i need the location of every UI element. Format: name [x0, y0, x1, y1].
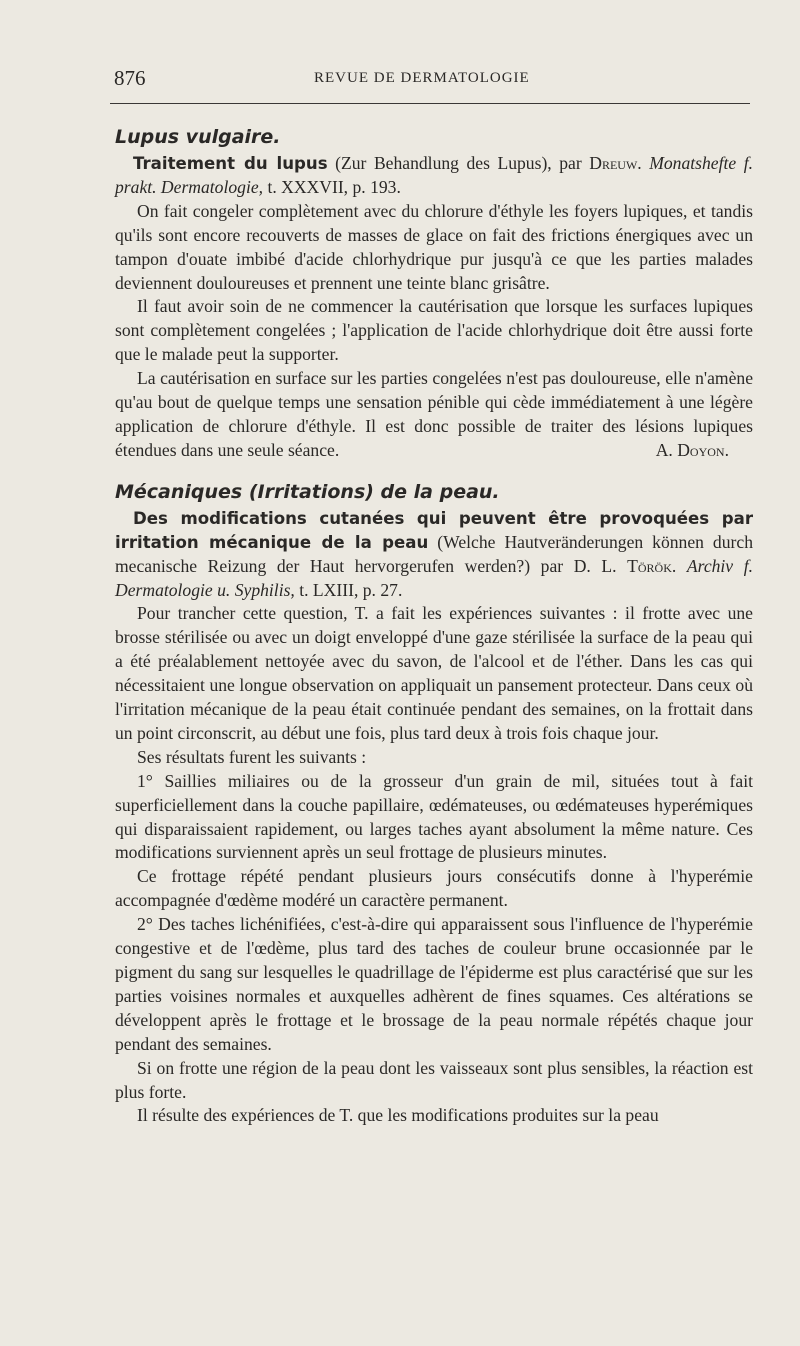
journal-title: Monatshefte f. prakt. Dermatologie,	[115, 153, 754, 197]
journal-volume: t. LXIII, p. 27.	[294, 579, 403, 600]
paragraph: Pour trancher cette question, T. a fait les expériences suivantes : il frotte avec une brosse stérilisée ou avec un doigt enveloppé d'une gaze stérilisée la surface de la peau qui a été préalablement nettoyée avec du savon, de l'alcool et de l'éther. Dans les cas qui nécessitaient une longue observation on appliquait un pansement protecteur. Dans ceux où l'irritation mécanique de la peau était continuée pendant des semaines, on la frottait dans un point circonscrit, au début une fois, plus tard deux à trois fois chaque jour.	[115, 603, 753, 743]
paragraph: 2° Des taches lichénifiées, c'est-à-dire qui apparaissent sous l'influence de l'hyperémie congestive et de l'œdème, plus tard des taches de couleur brune occasionnée par le pigment du sang sur lesquelles le quadrillage de l'épiderme est plus caractérisé que sur les parties voisines normales et auxquelles adhèrent de fines squames. Ces altérations se développent après le frottage et le brossage de la peau normale répétés chaque jour pendant des semaines.	[115, 914, 753, 1054]
paragraph: 1° Saillies miliaires ou de la grosseur d'un grain de mil, situées tout à fait superficiellement dans la couche papillaire, œdémateuses, ou œdémateuses hyperémiques qui disparaissaient rapidement, ou larges taches ayant absolument la même nature. Ces modifications surviennent après un seul frottage de plusieurs minutes.	[115, 770, 753, 863]
paragraph: Ses résultats furent les suivants :	[137, 746, 367, 767]
journal-volume: t. XXXVII, p. 193.	[263, 176, 401, 197]
section-heading-mecaniques: Mécaniques (Irritations) de la peau.	[115, 480, 500, 503]
running-title: REVUE DE DERMATOLOGIE	[314, 70, 530, 86]
paragraph: Ce frottage répété pendant plusieurs jours consécutifs donne à l'hyperémie accompagnée d'œdème modéré un caractère permanent.	[115, 866, 753, 911]
paragraph: Si on frotte une région de la peau dont les vaisseaux sont plus sensibles, la réaction est plus forte.	[115, 1057, 753, 1102]
section-heading-lupus: Lupus vulgaire.	[115, 126, 281, 148]
reference-lupus: Traitement du lupus (Zur Behandlung des Lupus), par Dreuw. Monatshefte f. prakt. Dermatologie, t. XXXVII, p. 193.	[115, 153, 754, 197]
signature: A. Doyon.	[655, 439, 729, 460]
paragraph: La cautérisation en surface sur les parties congelées n'est pas douloureuse, elle n'amène qu'au bout de quelque temps une sensation pénible qui cède immédiatement à une légère application de chlorure d'éthyle. Il est donc possible de traiter des lésions lupiques étendues dans une seule séance.	[115, 368, 753, 460]
reference-text: (Welche Hautveränderungen können durch mecanische Reizung der Haut hervorgerufen werden?) par D. L.	[115, 531, 753, 576]
paragraph: On fait congeler complètement avec du chlorure d'éthyle les foyers lupiques, et tandis qu'ils sont encore recouverts de masses de glace on fait des frictions énergiques avec un tampon d'ouate imbibé d'acide chlorhydrique pur jusqu'à ce que les parties malades deviennent douloureuses et prennent une teinte blanc grisâtre.	[115, 200, 753, 293]
article-title: Traitement du lupus	[133, 154, 328, 173]
author-name: Dreuw	[589, 153, 638, 173]
page-body	[115, 122, 753, 1128]
reference-mecaniques: Des modifications cutanées qui peuvent être provoquées par irritation mécanique de la peau (Welche Hautveränderungen können durch mecanische Reizung der Haut hervorgerufen werden?) par D. L. Török. Archiv f. Dermatologie u. Syphilis, t. LXIII, p. 27.	[115, 508, 753, 600]
paragraph: Il faut avoir soin de ne commencer la cautérisation que lorsque les surfaces lupiques sont complètement congelées ; l'application de l'acide chlorhydrique doit être aussi forte que le malade peut la supporter.	[115, 296, 753, 365]
author-name: Török	[627, 555, 672, 576]
journal-title: Archiv f. Dermatologie u. Syphilis,	[115, 555, 753, 600]
header-rule	[110, 103, 750, 104]
paragraph: Il résulte des expériences de T. que les modifications produites sur la peau	[137, 1105, 659, 1126]
page-header	[114, 66, 752, 96]
page-number: 876	[114, 66, 146, 90]
article-title: Des modifications cutanées qui peuvent être provoquées par irritation mécanique de la peau	[115, 508, 753, 552]
reference-text: (Zur Behandlung des Lupus), par	[327, 153, 590, 173]
